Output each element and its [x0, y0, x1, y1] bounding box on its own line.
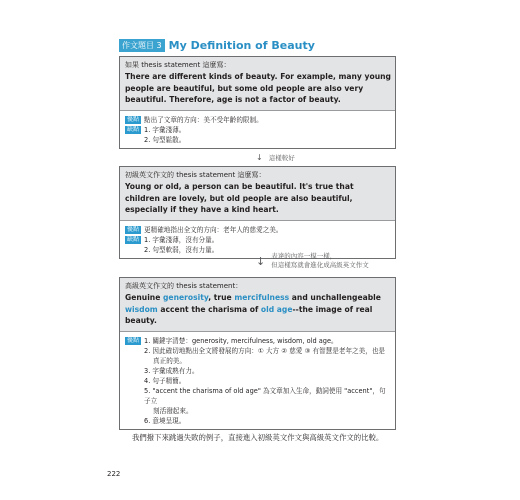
topic-heading	[119, 39, 315, 52]
example-box-basic	[119, 56, 396, 149]
advantage-row	[125, 336, 390, 426]
statement-text: accent the charisma of	[157, 304, 261, 314]
footnote: 我們撥下來跳過失敗的例子，直接進入初級英文作文與高級英文作文的比較。	[132, 433, 384, 442]
keyword-highlight: mercifulness	[234, 293, 290, 302]
list-item: 5. "accent the charisma of old age" 為文章加入生命，動詞使用 "accent"，句子立	[144, 386, 386, 405]
list-item: 2. 因此確切地點出全文將發展的方向：① 大方 ② 慈愛 ③ 有智慧是老年之美，也是	[144, 346, 386, 355]
topic-title: My Definition of Beauty	[168, 39, 315, 52]
advantage-row	[125, 115, 390, 125]
disadvantage-row	[125, 125, 390, 145]
keyword-highlight: generosity	[163, 293, 209, 302]
list-item: 4. 句子精簡。	[144, 376, 186, 385]
box-header	[120, 57, 395, 111]
thesis-statement: Young or old, a person can be beautiful. It's true that children are lovely, but old people are also beautiful, especially if they have a kind heart.	[125, 182, 354, 214]
box-body	[120, 111, 395, 148]
advantage-badge: 優點	[127, 225, 140, 233]
topic-tag: 作文題目 3	[119, 39, 165, 52]
list-item: 1. 字彙淺薄，沒有分量。	[144, 235, 219, 244]
disadvantage-badge: 缺點	[127, 235, 140, 243]
box-header	[120, 167, 395, 221]
page-number: 222	[107, 470, 121, 478]
list-item: 2. 句型鬆散。	[144, 135, 186, 144]
thesis-statement	[125, 292, 391, 327]
box-body	[120, 332, 395, 429]
statement-text: and unchallengeable	[289, 293, 381, 302]
example-box-elementary	[119, 166, 396, 259]
list-item: 3. 字彙成熟有力。	[144, 366, 199, 375]
list-item: 1. 關鍵字清楚：generosity, mercifulness, wisdom, old age。	[144, 336, 338, 345]
advantage-text: 點出了文章的方向：美不受年齡的限制。	[144, 115, 263, 124]
statement-text: --the image of real beauty.	[125, 304, 373, 325]
list-item: 1. 字彙淺薄。	[144, 125, 186, 134]
box-label: 初級英文作文的 thesis statement 這麼寫：	[125, 171, 266, 179]
thesis-statement: There are different kinds of beauty. For example, many young people are beautiful, but some old people are also very beautiful. Therefore, age is not a factor of beauty.	[125, 72, 391, 104]
statement-text: Genuine	[125, 293, 163, 302]
transition-text: 但這樣寫就會進化成高級英文作文	[271, 261, 369, 269]
box-label: 如果 thesis statement 這麼寫：	[125, 61, 231, 69]
advantage-row	[125, 225, 390, 235]
advantage-badge: 優點	[127, 336, 140, 344]
statement-text: , true	[208, 293, 235, 302]
advantage-badge: 優點	[127, 115, 140, 123]
list-item-continued: 刻活潑起來。	[153, 406, 193, 415]
list-item: 2. 句型軟弱，沒有力量。	[144, 245, 219, 254]
box-label: 高級英文作文的 thesis statement：	[125, 282, 243, 290]
keyword-highlight: wisdom	[125, 304, 158, 314]
advantage-text: 更精確地指出全文的方向：老年人的慈愛之美。	[144, 225, 283, 234]
arrow-down-icon: ↓	[256, 254, 266, 268]
box-header	[120, 278, 395, 332]
list-item: 6. 意境呈現。	[144, 416, 186, 425]
arrow-down-icon: ↓	[256, 153, 263, 162]
example-box-advanced	[119, 277, 396, 430]
keyword-highlight: old age	[260, 304, 293, 314]
transition-text: 這樣較好	[268, 154, 295, 162]
transition-text: 表達的內容一模一樣，	[271, 252, 337, 260]
transition-note-1	[256, 153, 295, 163]
list-item-continued: 真正的美。	[153, 356, 186, 365]
disadvantage-badge: 缺點	[127, 125, 140, 133]
transition-note-2	[256, 252, 369, 270]
